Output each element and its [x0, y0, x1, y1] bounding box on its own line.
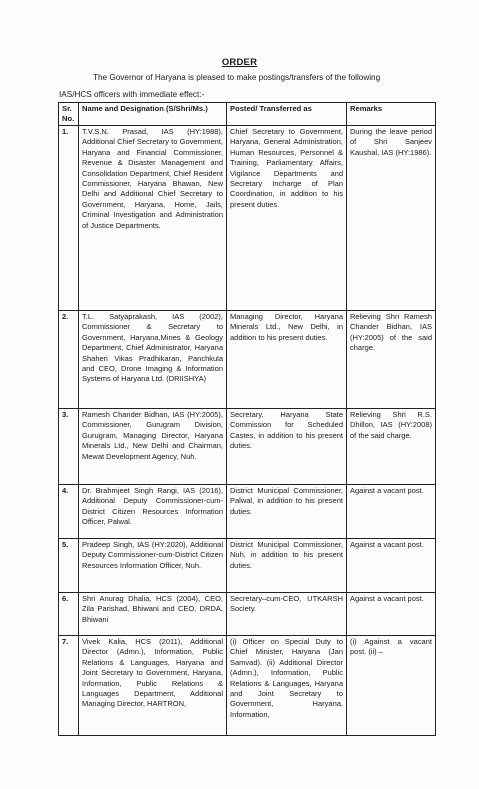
table-row: [59, 126, 436, 311]
header-remarks: Remarks: [347, 103, 436, 126]
row-remarks: Against a vacant post.: [347, 539, 436, 593]
row-name-designation: Ramesh Chander Bidhan, IAS (HY:2005), Commissioner, Gurugram Division, Gurugram, Managing Director, Haryana Minerals Ltd., New Delhi and Chairman, Mewat Development Agency, Nuh.: [79, 409, 227, 485]
row-remarks: (i) Against a vacant post. (ii) –: [347, 636, 436, 736]
row-posted-as: Secretary, Haryana State Commission for Scheduled Castes, in addition to his present duties.: [227, 409, 347, 485]
row-posted-as: District Municipal Commissioner, Palwal, in addition to his present duties.: [227, 485, 347, 539]
table-row: [59, 311, 436, 409]
row-remarks: During the leave period of Shri Sanjeev Kaushal, IAS (HY:1986).: [347, 126, 436, 311]
table-row: [59, 409, 436, 485]
intro-line-1: The Governor of Haryana is pleased to make postings/transfers of the following: [93, 73, 381, 82]
row-posted-as: District Municipal Commissioner, Nuh, in addition to his present duties.: [227, 539, 347, 593]
row-sr-no: 4.: [59, 485, 79, 539]
row-name-designation: Vivek Kalia, HCS (2011), Additional Director (Admn.), Information, Public Relations & Languages, Haryana and Joint Secretary to Government, Haryana, Information, Public Relations & Languages Department, Additional Managing Director, HARTRON,: [79, 636, 227, 736]
row-name-designation: Dr. Brahmjeet Singh Rangi, IAS (2016), Additional Deputy Commissioner-cum-District Citizen Resources Information Officer, Palwal.: [79, 485, 227, 539]
row-sr-no: 6.: [59, 593, 79, 636]
row-name-designation: Pradeep Singh, IAS (HY:2020), Additional Deputy Commissioner-cum-District Citizen Resources Information Officer, Nuh.: [79, 539, 227, 593]
row-sr-no: 7.: [59, 636, 79, 736]
table-row: [59, 485, 436, 539]
row-name-designation: T.V.S.N. Prasad, IAS (HY:1988), Additional Chief Secretary to Government, Haryana and Financial Commissioner, Revenue & Disaster Management and Consolidation Department, Chief Resident Commissioner, Haryana Bhawan, New Delhi and Additional Chief Secretary to Government, Haryana, Home, Jails, Criminal Investigation and Administration of Justice Departments.: [79, 126, 227, 311]
order-heading: ORDER: [221, 57, 258, 68]
row-sr-no: 2.: [59, 311, 79, 409]
postings-table: [58, 102, 436, 736]
row-name-designation: T.L. Satyaprakash, IAS (2002), Commissioner & Secretary to Government, Haryana,Mines & Geology Department, Chief Administrator, Haryana Shaheri Vikas Pradhikaran, Panchkula and CEO, Drone Imaging & Information Systems of Haryana Ltd. (DRIISHYA): [79, 311, 227, 409]
intro-line-2: IAS/HCS officers with immediate effect:-: [59, 90, 205, 99]
row-sr-no: 5.: [59, 539, 79, 593]
row-posted-as: Secretary–cum-CEO, UTKARSH Society.: [227, 593, 347, 636]
row-remarks: Against a vacant post.: [347, 593, 436, 636]
row-posted-as: Managing Director, Haryana Minerals Ltd., New Delhi, in addition to his present duties.: [227, 311, 347, 409]
header-posted-as: Posted/ Transferred as: [227, 103, 347, 126]
row-remarks: Against a vacant post.: [347, 485, 436, 539]
row-sr-no: 1.: [59, 126, 79, 311]
table-row: [59, 593, 436, 636]
row-remarks: Relieving Shri Ramesh Chander Bidhan, IAS (HY:2005) of the said charge.: [347, 311, 436, 409]
header-name-designation: Name and Designation (S/Shri/Ms.): [79, 103, 227, 126]
row-remarks: Relieving Shri R.S. Dhillon, IAS (HY:2008) of the said charge.: [347, 409, 436, 485]
table-row: [59, 636, 436, 736]
row-posted-as: Chief Secretary to Government, Haryana, General Administration, Human Resources, Personnel & Training, Parliamentary Affairs, Vigilance Departments and Secretary Incharge of Plan Coordination, in addition to his present duties.: [227, 126, 347, 311]
row-name-designation: Shri Anurag Dhalia, HCS (2004), CEO, Zila Parishad, Bhiwani and CEO, DRDA, Bhiwani: [79, 593, 227, 636]
table-header-row: [59, 103, 436, 126]
table-row: [59, 539, 436, 593]
header-sr-no: Sr. No.: [59, 103, 79, 126]
row-sr-no: 3.: [59, 409, 79, 485]
row-posted-as: (i) Officer on Special Duty to Chief Minister, Haryana (Jan Samvad). (ii) Additional Director (Admn.), Information, Public Relations & Languages, Haryana and Joint Secretary to Government, Haryana, Information,: [227, 636, 347, 736]
